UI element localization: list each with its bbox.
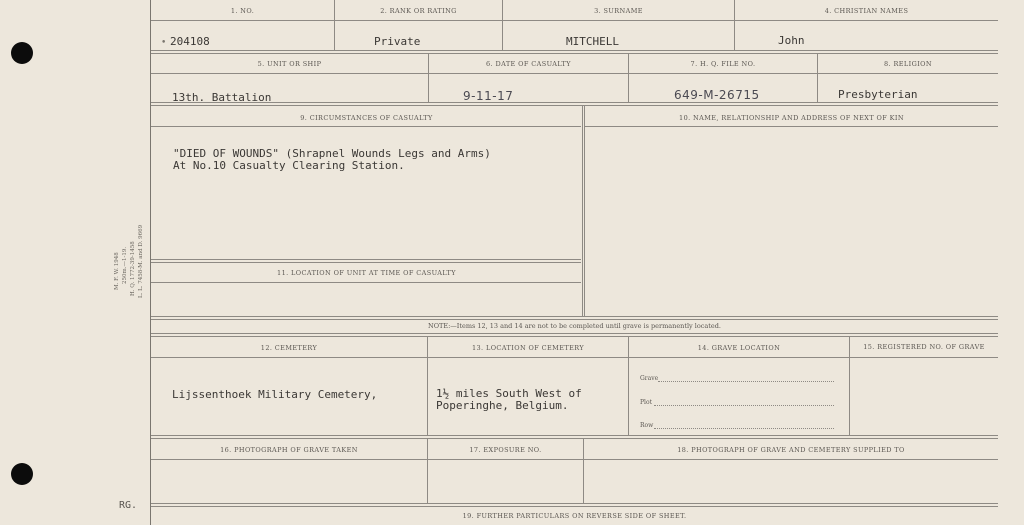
bullet-mark: • [161,38,167,48]
service-number: 204108 [170,35,210,48]
surname-value: MITCHELL [566,35,619,48]
circumstances-line-2: At No.10 Casualty Clearing Station. [173,159,405,172]
file-no-value: 649-M-26715 [674,88,760,102]
header-photograph-supplied: 18. PHOTOGRAPH OF GRAVE AND CEMETERY SUPPLIED TO [677,446,905,454]
header-file-no: 7. H. Q. FILE NO. [690,60,756,68]
circumstances-line-1: "DIED OF WOUNDS" (Shrapnel Wounds Legs and Arms) [173,147,491,160]
christian-name-value: John [778,34,805,47]
header-registered-no: 15. REGISTERED NO. OF GRAVE [863,343,985,351]
plot-label: Plot [640,399,652,406]
margin-code-4: L. L. 7458-M. and D. 9669 [138,224,144,298]
header-exposure-no: 17. EXPOSURE NO. [469,446,542,454]
margin-code-1: M. F. W. 1948 [114,252,120,290]
punch-hole-bottom [11,463,33,485]
unit-value: 13th. Battalion [172,91,272,104]
header-photograph-taken: 16. PHOTOGRAPH OF GRAVE TAKEN [220,446,358,454]
header-cemetery: 12. CEMETERY [260,344,318,352]
punch-hole-top [11,42,33,64]
cemetery-value: Lijssenthoek Military Cemetery, [172,388,378,401]
header-next-of-kin: 10. NAME, RELATIONSHIP AND ADDRESS OF NEXT OF KIN [679,114,904,122]
header-religion: 8. RELIGION [884,60,932,68]
header-circumstances: 9. CIRCUMSTANCES OF CASUALTY [300,114,433,122]
header-rank: 2. RANK OR RATING [380,7,457,15]
cemetery-location-line-2: Poperinghe, Belgium. [436,399,569,412]
header-unit: 5. UNIT OR SHIP [257,60,322,68]
rg-label: RG. [119,500,138,511]
note-text: NOTE:—Items 12, 13 and 14 are not to be completed until grave is permanently located. [428,322,721,330]
header-location-of-unit: 11. LOCATION OF UNIT AT TIME OF CASUALTY [277,269,456,277]
grave-label: Grave [640,375,659,382]
header-number: 1. NO. [230,7,255,15]
row-label: Row [640,422,654,429]
header-location-of-cemetery: 13. LOCATION OF CEMETERY [471,344,585,352]
margin-code-3: H. Q. 1772-39-1458 [130,241,136,296]
header-christian-names: 4. CHRISTIAN NAMES [824,7,909,15]
cemetery-location-line-1: 1½ miles South West of [436,387,582,400]
header-surname: 3. SURNAME [594,7,643,15]
rank-value: Private [374,35,421,48]
date-value: 9-11-17 [463,89,514,103]
margin-code-2: 250m.—1-19. [122,246,128,284]
footer-further-particulars: 19. FURTHER PARTICULARS ON REVERSE SIDE OF SHEET. [462,512,687,520]
header-grave-location: 14. GRAVE LOCATION [697,344,781,352]
religion-value: Presbyterian [838,88,918,101]
header-date: 6. DATE OF CASUALTY [486,60,571,68]
